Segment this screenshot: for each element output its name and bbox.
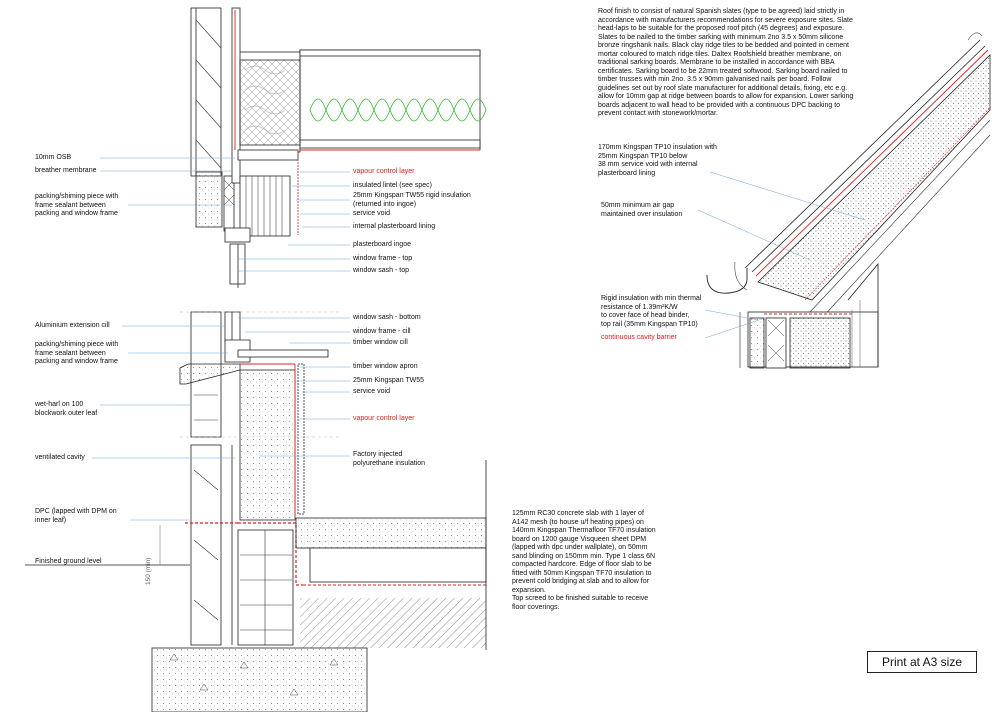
label-air-gap: 50mm minimum air gap maintained over insulation bbox=[601, 202, 683, 218]
label-pu-insulation: Factory injected polyurethane insulation bbox=[353, 451, 425, 467]
label-breather-membrane: breather membrane bbox=[35, 167, 97, 174]
label-vapour-control-mid: vapour control layer bbox=[353, 415, 415, 422]
label-finished-ground-level: Finished ground level bbox=[35, 558, 102, 565]
label-window-frame-top: window frame - top bbox=[353, 255, 413, 262]
ceiling-joist bbox=[300, 50, 480, 150]
dimension-150-min: 150 (min) bbox=[145, 557, 152, 585]
label-osb: 10mm OSB bbox=[35, 154, 72, 161]
label-service-void-top: service void bbox=[353, 210, 390, 217]
label-insulated-lintel: insulated lintel (see spec) bbox=[353, 182, 432, 189]
label-window-sash-bottom: window sash - bottom bbox=[353, 314, 421, 321]
slab-note: 125mm RC30 concrete slab with 1 layer of A142 mesh (to house u/f heating pipes) on 140mm Kingspan Thermafloor TF70 insulation board on 1200 gauge Visqueen sheet DPM (lapped with dpc under wallplate), on 50mm sand blinding on 150mm min. Type 1 class 6N compacted hardcore. Edge of floor slab to be fitted with 50mm Kingspan TF70 insulation to prevent cold bridging at slab and to allow for expansion. Top screed to be finished suitable to receive floor coverings. bbox=[512, 510, 656, 611]
label-aluminium-cill: Aluminium extension cill bbox=[35, 322, 110, 329]
label-ventilated-cavity: ventilated cavity bbox=[35, 454, 85, 461]
label-internal-plasterboard: internal plasterboard lining bbox=[353, 223, 436, 230]
label-cavity-barrier: continuous cavity barrier bbox=[601, 334, 677, 341]
label-rigid-insulation: Rigid insulation with min thermal resistance of 1.39m²K/W to cover face of head binder, top rail (35mm Kingspan TP10) bbox=[601, 295, 702, 328]
label-window-sash-top: window sash - top bbox=[353, 267, 410, 274]
print-note: Print at A3 size bbox=[867, 651, 977, 673]
label-window-frame-cill: window frame - cill bbox=[353, 328, 411, 335]
label-plasterboard-ingoe: plasterboard ingoe bbox=[353, 241, 411, 248]
timber-cill bbox=[238, 350, 328, 357]
concrete-slab bbox=[296, 518, 486, 548]
label-packing-top: packing/shiming piece with frame sealant between packing and window frame bbox=[35, 193, 119, 218]
label-wet-harl: wet-harl on 100 blockwork outer leaf bbox=[35, 401, 98, 417]
gutter bbox=[707, 268, 747, 293]
inner-leaf-lower bbox=[238, 530, 293, 645]
pu-insulation bbox=[240, 370, 295, 520]
label-vapour-control-top: vapour control layer bbox=[353, 168, 415, 175]
label-packing-bottom: packing/shiming piece with frame sealant between packing and window frame bbox=[35, 341, 119, 366]
label-timber-apron: timber window apron bbox=[353, 363, 418, 370]
outer-leaf-lower bbox=[191, 445, 221, 645]
foundation bbox=[152, 648, 367, 712]
label-dpc: DPC (lapped with DPM on inner leaf) bbox=[35, 508, 117, 524]
label-tw55-rigid: 25mm Kingspan TW55 rigid insulation (returned into ingoe) bbox=[353, 192, 471, 208]
label-timber-cill: timber window cill bbox=[353, 339, 408, 346]
label-tw55: 25mm Kingspan TW55 bbox=[353, 377, 425, 384]
timber-studs-top bbox=[240, 176, 290, 236]
label-service-void-mid: service void bbox=[353, 388, 390, 395]
label-tp10-insulation: 170mm Kingspan TP10 insulation with 25mm Kingspan TP10 below 38 mm service void with internal plasterboard lining bbox=[598, 144, 717, 177]
roof-note: Roof finish to consist of natural Spanish slates (type to be agreed) laid strictly in accordance with manufacturers recommendations for severe exposure sites. Slate head-laps to be suitable for the proposed roof pitch (45 degrees) and exposure. Slates to be nailed to the timber sarking with minimum 2no 3.5 x 50mm silicone bronze ringshank nails. Black clay ridge tiles to be bedded and pointed in cement mortar coloured to match ridge tiles. Daltex Roofshield breather membrane, on traditional sarking boards. Membrane to be installed in accordance with BBA certificates. Sarking board to be 22mm treated softwood. Sarking board nailed to timber trusses with min 2no. 3.5 x 90mm galvanised nails per board. Follow guidelines set out by roof slate manufacturer for additional details, fixing, etc e.g. allow for 10mm gap at ridge between boards to allow for expansion. Lower sarking boards adjacent to wall head to be provided with a continuous DPC backing to prevent contact with stonework/mortar. bbox=[598, 8, 854, 117]
